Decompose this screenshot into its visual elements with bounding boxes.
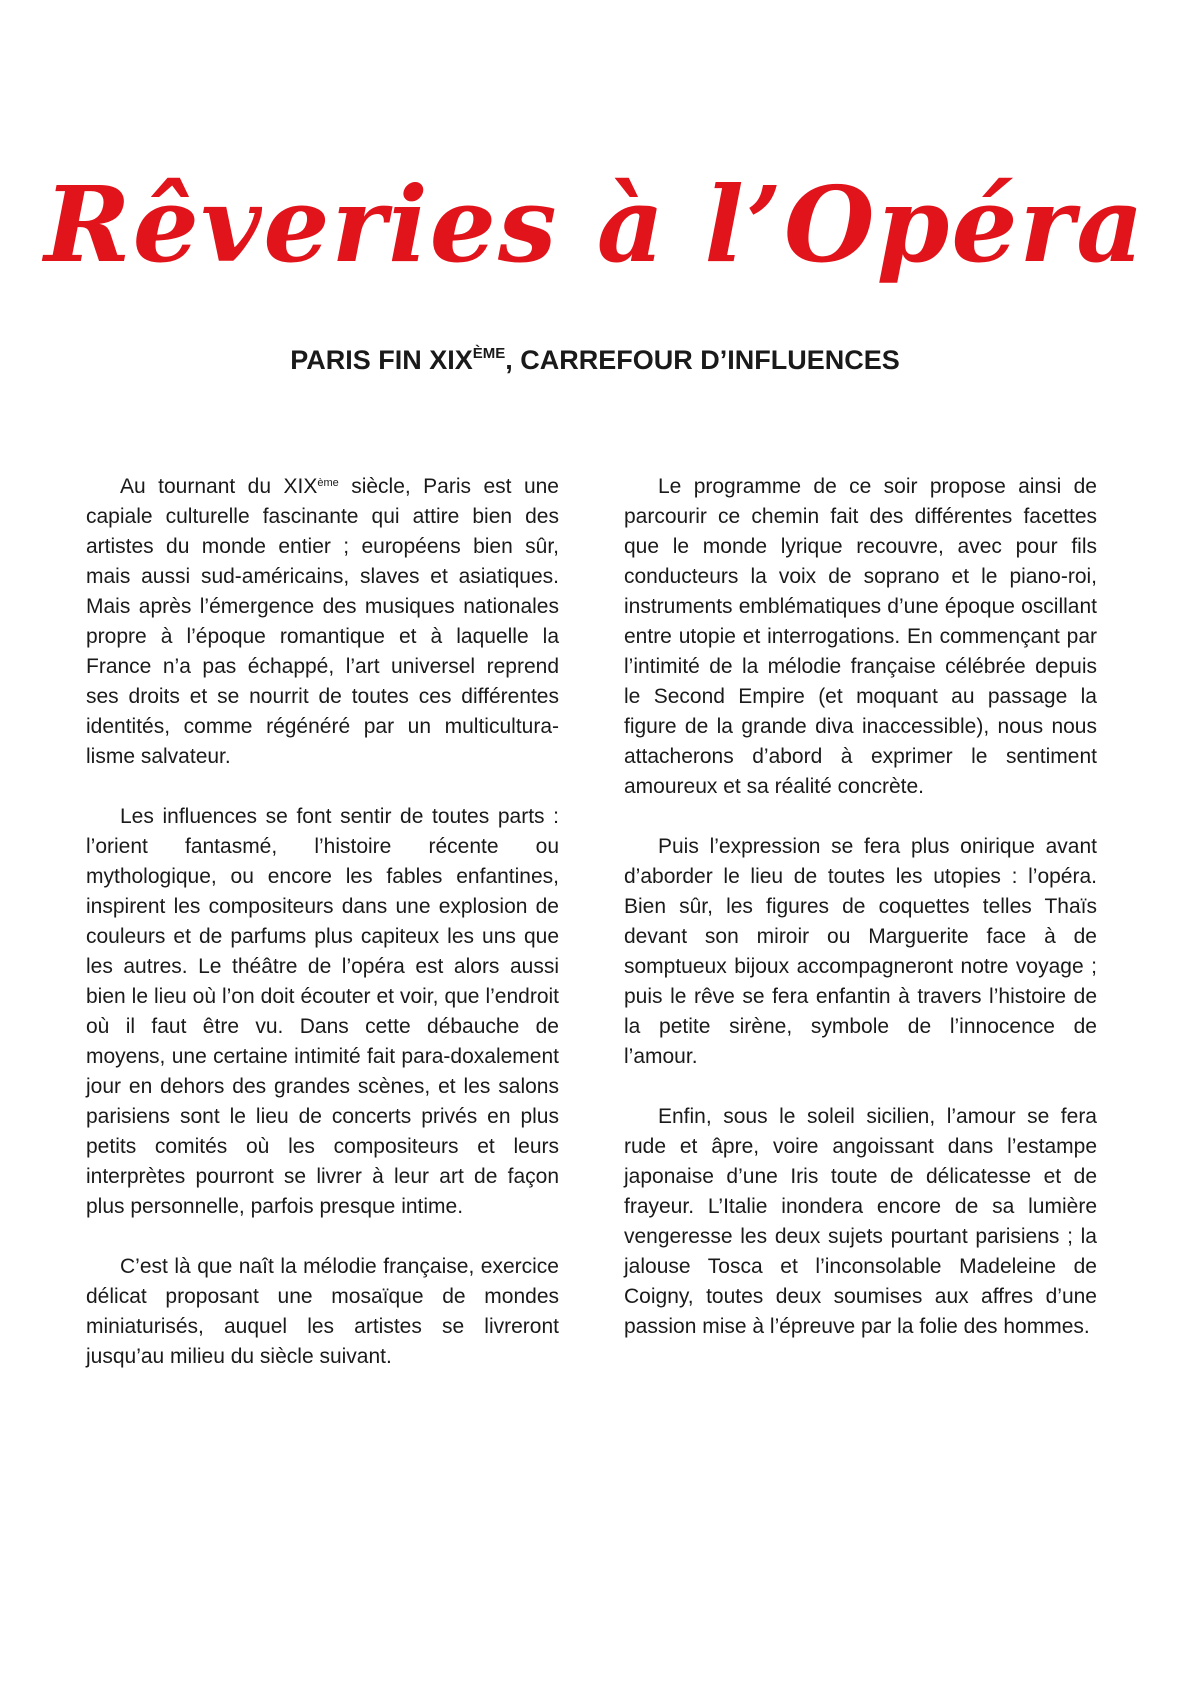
right-paragraph-3: Enfin, sous le soleil sicilien, l’amour se fera rude et âpre, voire angoissant dans l’estampe japonaise d’une Iris toute de délicatesse et de frayeur. L’Italie inondera encore de sa lumière vengeresse les deux sujets pourtant parisiens ; la jalouse Tosca et l’inconsolable Madeleine de Coigny, toutes deux soumises aux affres d’une passion mise à l’épreuve par la folie des hommes. xyxy=(624,1105,1097,1338)
right-paragraph-2: Puis l’expression se fera plus onirique avant d’aborder le lieu de toutes les utopies : l’opéra. Bien sûr, les figures de coquettes telles Thaïs devant son miroir ou Marguerite face à de somptueux bijoux accompagneront notre voyage ; puis le rêve se fera enfantin à travers l’histoire de la petite sirène, symbole de l’innocence de l’amour. xyxy=(624,835,1097,1068)
right-column xyxy=(624,472,1097,1372)
left-paragraph-2: Les influences se font sentir de toutes parts : l’orient fantasmé, l’histoire récente ou mythologique, ou encore les fables enfantines, inspirent les compositeurs dans une explosion de couleurs et de parfums plus capiteux les uns que les autres. Le théâtre de l’opéra est alors aussi bien le lieu où l’on doit écouter et voir, que l’endroit où il faut être vu. Dans cette débauche de moyens, une certaine intimité fait para-doxalement jour en dehors des grandes scènes, et les salons parisiens sont le lieu de concerts privés en plus petits comités où les compositeurs et leurs interprètes pourront se livrer à leur art de façon plus personnelle, parfois presque intime. xyxy=(86,805,559,1218)
left-p1-superscript: ème xyxy=(317,477,339,489)
left-paragraph-1 xyxy=(86,472,559,772)
left-p1-start: Au tournant du XIX xyxy=(120,475,318,498)
subtitle-text-end: , CARREFOUR D’INFLUENCES xyxy=(505,345,900,375)
subtitle-superscript: ÈME xyxy=(472,345,506,362)
left-paragraph-3: C’est là que naît la mélodie française, exercice délicat proposant une mosaïque de mondes miniaturisés, auquel les artistes se livreront jusqu’au milieu du siècle suivant. xyxy=(86,1255,559,1368)
subtitle-text-start: PARIS FIN XIX xyxy=(290,345,473,375)
page-title: Rêveries à l’Opéra xyxy=(44,163,1146,286)
right-paragraph-1: Le programme de ce soir propose ainsi de parcourir ce chemin fait des différentes facettes que le monde lyrique recouvre, avec pour fils conducteurs la voix de soprano et le piano-roi, instruments emblématiques d’une époque oscillant entre utopie et interrogations. En commençant par l’intimité de la mélodie française célébrée depuis le Second Empire (et moquant au passage la figure de la grande diva inaccessible), nous nous attacherons d’abord à exprimer le sentiment amoureux et sa réalité concrète. xyxy=(624,475,1097,798)
left-column xyxy=(86,472,559,1402)
left-p1-rest: siècle, Paris est une capiale culturelle fascinante qui attire bien des artistes du monde entier ; européens bien sûr, mais aussi sud-américains, slaves et asiatiques. Mais après l’émergence des musiques nationales propre à l’époque romantique et à laquelle la France n’a pas échappé, l’art universel reprend ses droits et se nourrit de toutes ces différentes identités, comme régénéré par un multicultura-lisme salvateur. xyxy=(86,475,559,768)
section-subtitle xyxy=(0,340,1190,380)
